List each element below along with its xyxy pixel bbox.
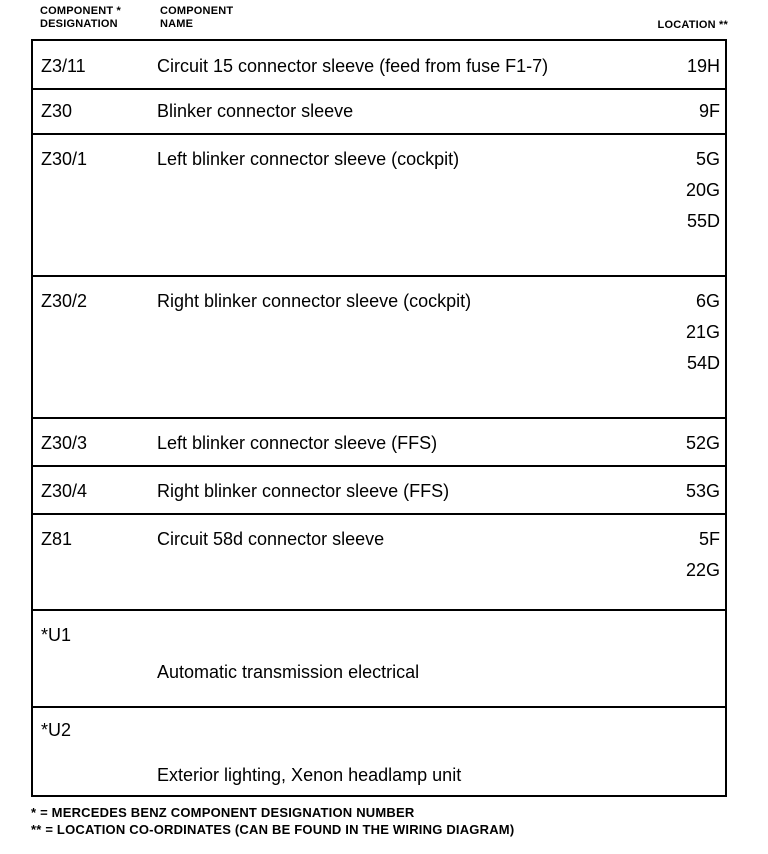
footnote-location: ** = LOCATION CO-ORDINATES (CAN BE FOUND IN THE WIRING DIAGRAM) bbox=[31, 822, 515, 837]
footnote-designation: * = MERCEDES BENZ COMPONENT DESIGNATION NUMBER bbox=[31, 805, 415, 820]
row-designation: Z30/1 bbox=[41, 149, 88, 169]
table-row bbox=[33, 419, 725, 467]
table-row bbox=[33, 611, 725, 708]
row-location bbox=[686, 476, 720, 507]
table-row bbox=[33, 90, 725, 135]
row-designation: *U1 bbox=[41, 625, 72, 645]
designation-column-header bbox=[40, 5, 155, 31]
designation-header-line2: DESIGNATION bbox=[40, 18, 118, 30]
location-value: 6G bbox=[695, 291, 720, 311]
row-designation: *U2 bbox=[41, 720, 72, 740]
row-location bbox=[699, 96, 720, 127]
table-row bbox=[33, 135, 725, 277]
location-value: 55D bbox=[686, 211, 720, 231]
row-designation: Z30/3 bbox=[41, 433, 88, 453]
row-component-name: Blinker connector sleeve bbox=[157, 101, 354, 121]
row-location bbox=[686, 524, 720, 586]
designation-header-line1: COMPONENT * bbox=[40, 5, 122, 17]
row-location bbox=[687, 51, 720, 82]
row-designation: Z30/2 bbox=[41, 291, 88, 311]
name-column-header bbox=[160, 5, 360, 31]
location-value: 20G bbox=[685, 180, 720, 200]
table-row bbox=[33, 467, 725, 515]
row-component-name: Exterior lighting, Xenon headlamp unit bbox=[157, 765, 462, 785]
table-row bbox=[33, 41, 725, 90]
table-row bbox=[33, 515, 725, 611]
row-designation: Z30/4 bbox=[41, 481, 88, 501]
name-header-line2: NAME bbox=[160, 18, 194, 30]
row-component-name: Circuit 58d connector sleeve bbox=[157, 529, 385, 549]
row-location bbox=[686, 144, 720, 237]
location-value: 54D bbox=[686, 353, 720, 373]
row-designation: Z3/11 bbox=[41, 56, 86, 76]
name-header-line1: COMPONENT bbox=[160, 5, 234, 17]
row-component-name: Left blinker connector sleeve (FFS) bbox=[157, 433, 438, 453]
location-value: 19H bbox=[686, 56, 720, 76]
location-value: 21G bbox=[685, 322, 720, 342]
row-component-name: Circuit 15 connector sleeve (feed from fuse F1-7) bbox=[157, 56, 549, 76]
component-table bbox=[31, 39, 727, 797]
location-value: 9F bbox=[698, 101, 720, 121]
location-value: 53G bbox=[685, 481, 720, 501]
location-value: 52G bbox=[685, 433, 720, 453]
row-location bbox=[686, 428, 720, 459]
row-designation: Z81 bbox=[41, 529, 73, 549]
location-column-header: LOCATION ** bbox=[657, 19, 728, 31]
row-component-name: Right blinker connector sleeve (FFS) bbox=[157, 481, 450, 501]
location-value: 5F bbox=[698, 529, 720, 549]
table-row bbox=[33, 277, 725, 419]
row-component-name: Automatic transmission electrical bbox=[157, 662, 420, 682]
table-row bbox=[33, 708, 725, 795]
row-component-name: Right blinker connector sleeve (cockpit) bbox=[157, 291, 472, 311]
row-component-name: Left blinker connector sleeve (cockpit) bbox=[157, 149, 460, 169]
location-value: 22G bbox=[685, 560, 720, 580]
location-value: 5G bbox=[695, 149, 720, 169]
row-location bbox=[686, 286, 720, 379]
row-designation: Z30 bbox=[41, 101, 73, 121]
